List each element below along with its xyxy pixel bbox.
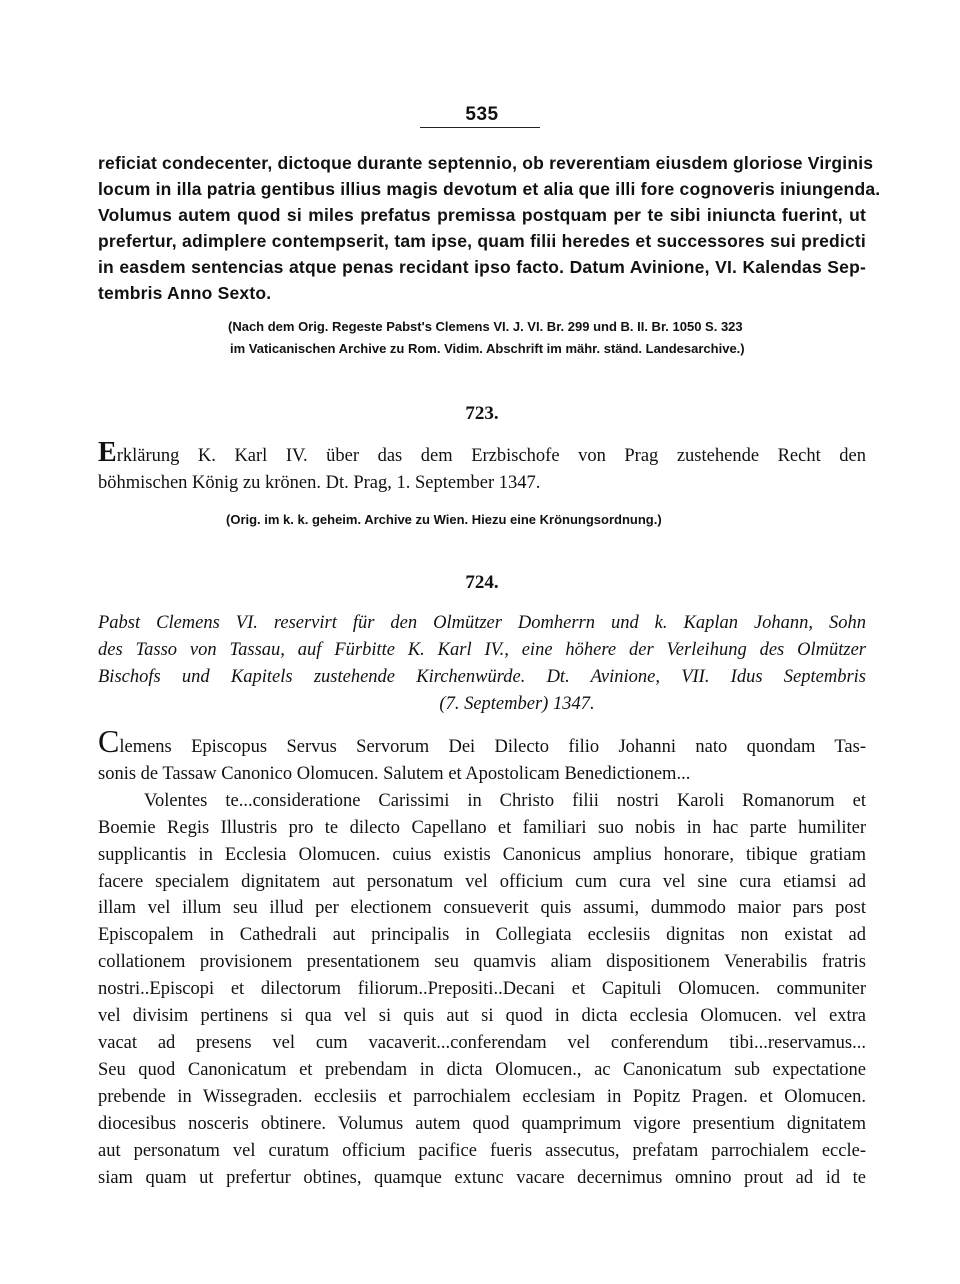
document-regest — [98, 610, 866, 718]
body-line: illam vel illum seu illud per electionem consueverit quis assumi, dummodo maior pars post — [98, 898, 866, 919]
continued-text-block — [98, 150, 881, 306]
body-line: vel divisim pertinens si qua vel si quis aut si quod in dicta ecclesia Olomucen. vel extra — [98, 1006, 866, 1027]
body-line: sonis de Tassaw Canonico Olomucen. Salutem et Apostolicam Benedictionem... — [98, 763, 691, 784]
text-line: Volumus autem quod si miles prefatus premissa postquam per te sibi iniuncta fuerint, ut — [98, 205, 866, 225]
initial-letter: C — [98, 723, 120, 759]
text-line: in easdem sentencias atque penas recidant ipso facto. Datum Avinione, VI. Kalendas Sep- — [98, 257, 866, 277]
document-number: 724. — [465, 572, 499, 593]
body-line: vacat ad presens vel cum vacaverit...conferendam vel conferendum tibi...reservamus... — [98, 1032, 866, 1053]
text-line: locum in illa patria gentibus illius magis devotum et alia que illi fore cognoveris iniungenda. — [98, 179, 881, 199]
body-line: Seu quod Canonicatum et prebendam in dicta Olomucen., ac Canonicatum sub expectatione — [98, 1059, 866, 1080]
body-line: nostri..Episcopi et dilectorum filiorum..Prepositi..Decani et Capituli Olomucen. communiter — [98, 979, 866, 1000]
regest-line — [98, 437, 866, 470]
text-line: prefertur, adimplere contempserit, tam ipse, quam filii heredes et successores sui predicti — [98, 231, 866, 251]
body-line: Boemie Regis Illustris pro te dilecto Capellano et familiari suo nobis in hac parte humiliter — [98, 817, 866, 838]
source-note-line: im Vaticanischen Archive zu Rom. Vidim. Abschrift im mähr. ständ. Landesarchive.) — [230, 341, 745, 356]
regest-line: Pabst Clemens VI. reservirt für den Olmützer Domherrn und k. Kaplan Johann, Sohn — [98, 613, 866, 633]
regest-line: Bischofs und Kapitels zustehende Kirchenwürde. Dt. Avinione, VII. Idus Septembris — [98, 667, 866, 687]
source-note — [228, 316, 868, 360]
document-number: 723. — [465, 403, 499, 424]
regest-text: rklärung K. Karl IV. über das dem Erzbischofe von Prag zustehende Recht den — [116, 446, 866, 466]
body-text: lemens Episcopus Servus Servorum Dei Dilecto filio Johanni nato quondam Tas- — [119, 737, 866, 757]
body-line: Episcopalem in Cathedrali aut principalis in Collegiata ecclesiis dignitas non existat ad — [98, 925, 866, 946]
body-line: facere specialem dignitatem aut personatum vel officium cum cura vel sine cura etiamsi ad — [98, 871, 866, 892]
regest-line: des Tasso von Tassau, auf Fürbitte K. Karl IV., eine höhere der Verleihung des Olmützer — [98, 640, 866, 660]
page-number-rule — [420, 127, 540, 128]
source-note-line: (Orig. im k. k. geheim. Archive zu Wien. Hiezu eine Krönungsordnung.) — [226, 512, 662, 527]
body-line: supplicantis in Ecclesia Olomucen. cuius existis Canonicus amplius honorare, tibique gratiam — [98, 844, 866, 865]
regest-line: (7. September) 1347. — [439, 694, 595, 714]
document-regest — [98, 437, 866, 497]
text-line: tembris Anno Sexto. — [98, 283, 272, 303]
initial-letter: E — [98, 437, 117, 468]
charter-text — [98, 723, 866, 1191]
regest-line: böhmischen König zu krönen. Dt. Prag, 1. September 1347. — [98, 473, 541, 493]
body-line: Volentes te...consideratione Carissimi in Christo filii nostri Karoli Romanorum et — [144, 790, 866, 811]
body-line: diocesibus nosceris obtinere. Volumus autem quod quamprimum vigore presentium dignitatem — [98, 1113, 866, 1134]
text-line: reficiat condecenter, dictoque durante septennio, ob reverentiam eiusdem gloriose Virginis — [98, 153, 874, 173]
body-line: collationem provisionem presentationem seu quamvis aliam dispositionem Venerabilis fratris — [98, 952, 866, 973]
body-line: prebende in Wissegraden. ecclesiis et parrochialem ecclesiam in Popitz Pragen. et Olomucen. — [98, 1086, 866, 1107]
source-note — [226, 509, 846, 531]
page-number: 535 — [465, 104, 499, 125]
source-note-line: (Nach dem Orig. Regeste Pabst's Clemens VI. J. VI. Br. 299 und B. II. Br. 1050 S. 323 — [228, 319, 743, 334]
body-line: siam quam ut prefertur obtines, quamque extunc vacare decernimus omnino prout ad id te — [98, 1167, 866, 1188]
body-line: aut personatum vel curatum officium pacifice fueris assecutus, prefatam parrochialem eccle- — [98, 1140, 866, 1161]
body-line — [98, 723, 866, 761]
